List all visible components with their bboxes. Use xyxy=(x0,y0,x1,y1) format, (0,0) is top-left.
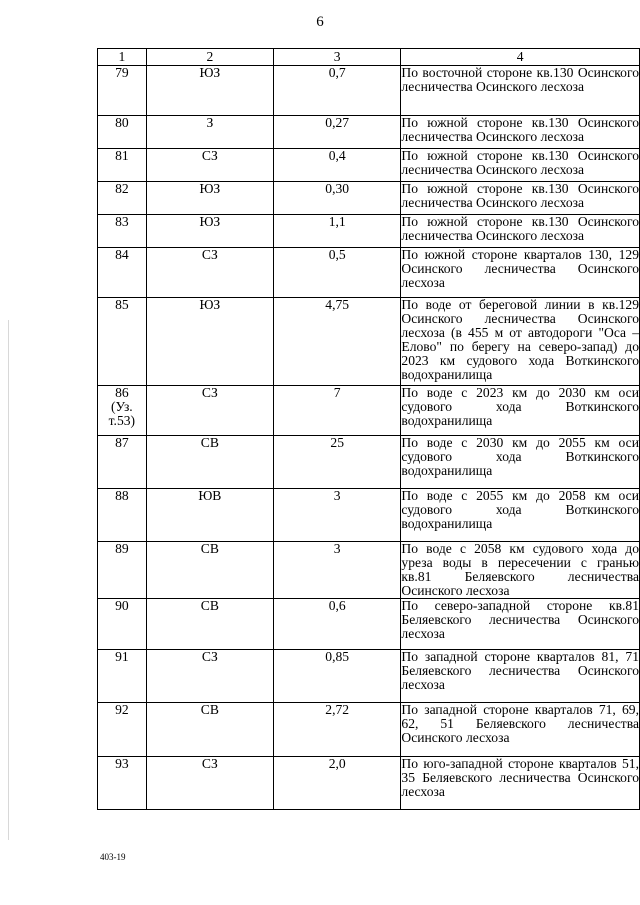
direction: СЗ xyxy=(146,757,273,810)
length: 0,85 xyxy=(274,650,401,703)
header-col-1: 1 xyxy=(98,49,147,66)
description: По воде с 2058 км судового хода до уреза воды в пересечении с гранью кв.81 Беляевского лесничества Осинского лесхоза xyxy=(401,541,639,598)
length: 2,72 xyxy=(274,703,401,757)
point-number: 90 xyxy=(98,599,147,650)
direction: ЮЗ xyxy=(146,298,273,386)
point-number: 83 xyxy=(98,215,147,248)
length: 3 xyxy=(274,542,401,599)
point-number: 85 xyxy=(98,298,147,386)
point-number: 93 xyxy=(98,757,147,810)
description: По южной стороне кварталов 130, 129 Осинского лесничества Осинского лесхоза xyxy=(401,248,640,298)
direction: СВ xyxy=(146,436,273,489)
description: По воде от береговой линии в кв.129 Осинского лесничества Осинского лесхоза (в 455 м от автодороги "Оса – Елово" по берегу на северо-запад) до 2023 км судового хода Воткинского водохранилища xyxy=(401,298,640,386)
description: По северо-западной стороне кв.81 Беляевского лесничества Осинского лесхоза xyxy=(401,599,640,650)
direction: СЗ xyxy=(146,386,273,436)
length: 2,0 xyxy=(274,757,401,810)
point-number: 82 xyxy=(98,182,147,215)
description: По воде с 2055 км до 2058 км оси судового хода Воткинского водохранилища xyxy=(401,489,640,542)
length: 0,27 xyxy=(274,116,401,149)
point-number-main: 86 xyxy=(115,385,129,400)
length: 7 xyxy=(274,386,401,436)
point-number: 84 xyxy=(98,248,147,298)
point-number: 88 xyxy=(98,489,147,542)
description: По южной стороне кв.130 Осинского лесничества Осинского лесхоза xyxy=(401,116,640,149)
description: По южной стороне кв.130 Осинского лесничества Осинского лесхоза xyxy=(401,215,640,248)
direction: СВ xyxy=(146,542,273,599)
description: По юго-западной стороне кварталов 51, 35 Беляевского лесничества Осинского лесхоза xyxy=(401,757,640,810)
direction: ЮВ xyxy=(146,489,273,542)
table-row xyxy=(98,436,640,489)
point-number-note-1: (Уз. xyxy=(110,399,133,414)
direction: СЗ xyxy=(146,248,273,298)
point-number xyxy=(98,386,147,436)
table-row xyxy=(98,489,640,542)
table-row xyxy=(98,215,640,248)
length: 0,5 xyxy=(274,248,401,298)
direction: СВ xyxy=(146,599,273,650)
direction: СЗ xyxy=(146,650,273,703)
direction: СВ xyxy=(146,703,273,757)
point-number-note-2: т.53) xyxy=(108,413,136,428)
length: 3 xyxy=(274,489,401,542)
page-number: 6 xyxy=(316,14,324,30)
length: 25 xyxy=(274,436,401,489)
description: По западной стороне кварталов 81, 71 Беляевского лесничества Осинского лесхоза xyxy=(401,650,640,703)
table-row xyxy=(98,298,640,386)
point-number: 80 xyxy=(98,116,147,149)
description: По южной стороне кв.130 Осинского лесничества Осинского лесхоза xyxy=(401,149,640,182)
header-col-3: 3 xyxy=(274,49,401,66)
length: 4,75 xyxy=(274,298,401,386)
description: По западной стороне кварталов 71, 69, 62, 51 Беляевского лесничества Осинского лесхоза xyxy=(401,703,640,757)
description: По воде с 2023 км до 2030 км оси судового хода Воткинского водохранилища xyxy=(401,386,640,436)
direction: ЮЗ xyxy=(146,215,273,248)
point-number: 79 xyxy=(98,66,147,116)
table-row xyxy=(98,542,640,599)
table-row xyxy=(98,66,640,116)
header-col-2: 2 xyxy=(146,49,273,66)
description: По воде с 2030 км до 2055 км оси судового хода Воткинского водохранилища xyxy=(401,436,640,489)
table-row xyxy=(98,703,640,757)
point-number: 89 xyxy=(98,542,147,599)
document-footer-code: 403-19 xyxy=(100,852,126,862)
length: 1,1 xyxy=(274,215,401,248)
table-row xyxy=(98,757,640,810)
direction: З xyxy=(146,116,273,149)
table-row xyxy=(98,149,640,182)
table-row xyxy=(98,650,640,703)
table-row xyxy=(98,248,640,298)
point-number: 92 xyxy=(98,703,147,757)
header-col-4: 4 xyxy=(401,49,640,66)
length: 0,30 xyxy=(274,182,401,215)
point-number: 91 xyxy=(98,650,147,703)
direction: СЗ xyxy=(146,149,273,182)
table-header-row xyxy=(98,49,640,66)
length: 0,6 xyxy=(274,599,401,650)
length: 0,4 xyxy=(274,149,401,182)
description: По южной стороне кв.130 Осинского лесничества Осинского лесхоза xyxy=(401,182,640,215)
direction: ЮЗ xyxy=(146,66,273,116)
scan-margin-line xyxy=(8,320,9,840)
boundary-table xyxy=(97,48,640,810)
point-number: 87 xyxy=(98,436,147,489)
table-row xyxy=(98,386,640,436)
description: По восточной стороне кв.130 Осинского лесничества Осинского лесхоза xyxy=(401,66,640,116)
table-row xyxy=(98,116,640,149)
table-row xyxy=(98,599,640,650)
length: 0,7 xyxy=(274,66,401,116)
direction: ЮЗ xyxy=(146,182,273,215)
point-number: 81 xyxy=(98,149,147,182)
table-row xyxy=(98,182,640,215)
